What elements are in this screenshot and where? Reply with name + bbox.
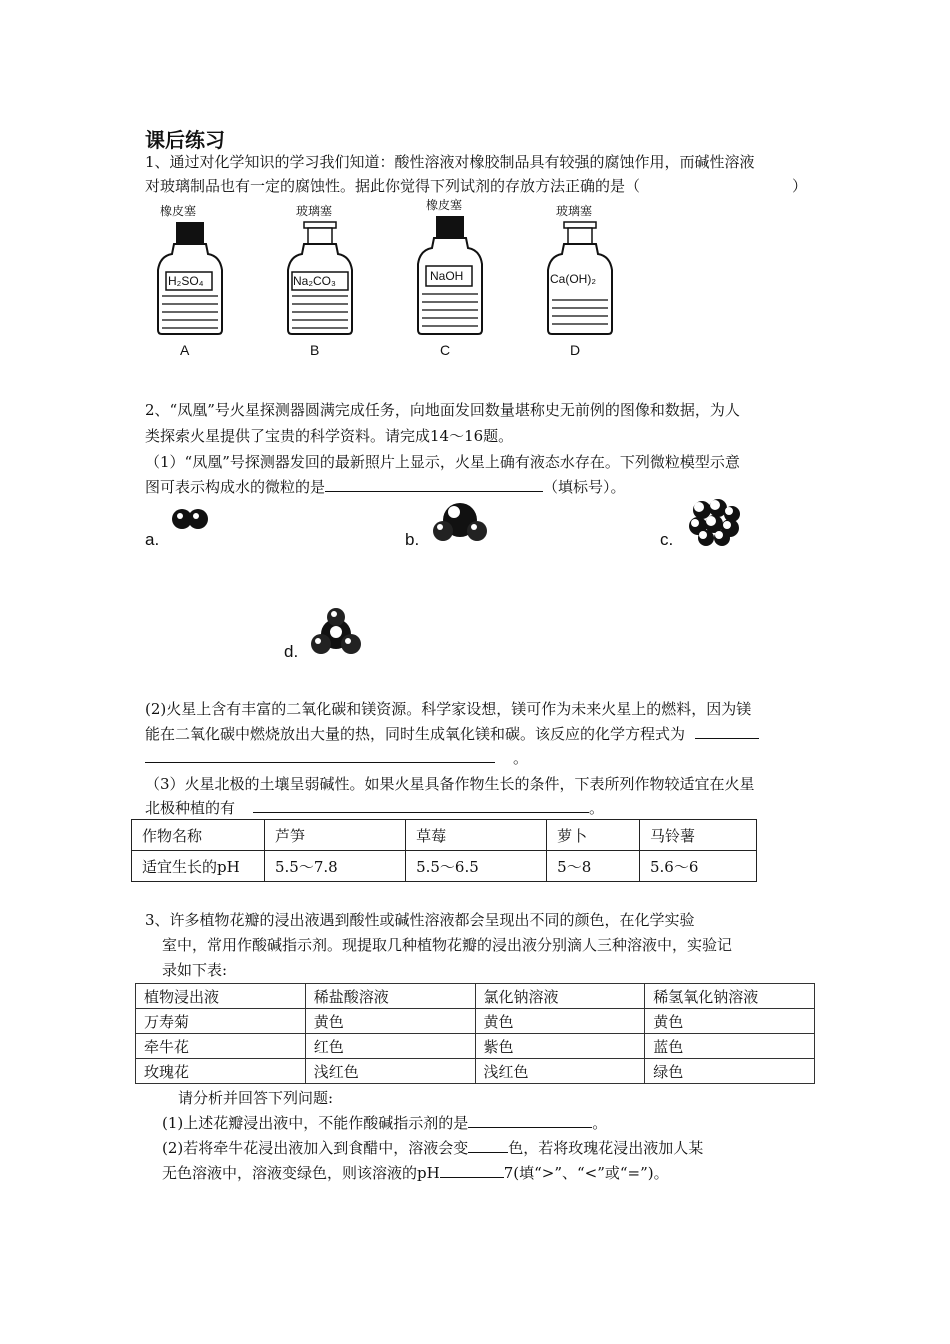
bottles-figure: [140, 200, 620, 365]
answer-blank[interactable]: [440, 1161, 504, 1178]
diatomic-molecule-icon: [170, 506, 212, 532]
bottle-b: [280, 200, 360, 365]
table-cell: 牵牛花: [136, 1034, 306, 1059]
q2-line2: 类探索火星提供了宝贵的科学资料。请完成14～16题。: [145, 427, 514, 445]
table-row: [132, 820, 757, 851]
q2-p1-tail: （填标号）。: [543, 478, 626, 496]
table-cell: 5.5～6.5: [406, 851, 547, 882]
bottle-a: [150, 200, 230, 365]
table-row: [136, 1009, 815, 1034]
q2-p2-line1: (2)火星上含有丰富的二氧化碳和镁资源。科学家设想，镁可作为未来火星上的燃料，因为镁: [145, 700, 752, 718]
bottle-label: Na₂CO₃: [293, 274, 336, 288]
q3-a1-end: 。: [592, 1114, 608, 1132]
table-cell: 马铃薯: [640, 820, 757, 851]
q2-line1: 2、“凤凰”号火星探测器圆满完成任务，向地面发回数量堪称史无前例的图像和数据，为人: [145, 401, 740, 419]
q3-answer2-line1: [162, 1136, 703, 1160]
option-letter: C: [440, 342, 451, 358]
table-cell: 黄色: [305, 1009, 475, 1034]
stopper-label: 玻璃塞: [296, 204, 333, 218]
table-header-cell: 氯化钠溶液: [475, 984, 645, 1009]
q3-a2-text-a: (2)若将牵牛花浸出液加入到食醋中，溶液会变: [162, 1139, 469, 1157]
q3-a2-text-c: 无色溶液中，溶液变绿色，则该溶液的pH: [162, 1164, 440, 1182]
q3-a2-text-d: 7(填“>”、“<”或“=”)。: [503, 1164, 669, 1182]
answer-blank[interactable]: [325, 475, 543, 492]
q3-line3: 录如下表:: [162, 961, 228, 979]
table-cell: 草莓: [406, 820, 547, 851]
table-row: [136, 1034, 815, 1059]
answer-blank[interactable]: [695, 722, 759, 739]
ammonia-molecule-icon: [310, 606, 362, 658]
answer-blank[interactable]: [468, 1111, 592, 1128]
table-row: [136, 1059, 815, 1084]
q2-p1-text: 图可表示构成水的微粒的是: [145, 478, 326, 496]
option-d-label: d.: [284, 642, 299, 661]
table-cell: 黄色: [475, 1009, 645, 1034]
q3-prompt: 请分析并回答下列问题:: [178, 1089, 334, 1107]
q1-paren-close: ）: [792, 177, 808, 195]
q2-p2-text: 能在二氧化碳中燃烧放出大量的热，同时生成氧化镁和碳。该反应的化学方程式为: [145, 725, 686, 743]
table-header-cell: 植物浸出液: [136, 984, 306, 1009]
table-header-row: [136, 984, 815, 1009]
q3-answer2-line2: [162, 1161, 669, 1185]
stopper-label: 橡皮塞: [426, 198, 463, 212]
q3-line1: 3、许多植物花瓣的浸出液遇到酸性或碱性溶液都会呈现出不同的颜色，在化学实验: [145, 911, 695, 929]
table-cell: 芦笋: [265, 820, 406, 851]
table-cell: 绿色: [645, 1059, 815, 1084]
bottle-d: [540, 200, 620, 365]
q3-line2: 室中，常用作酸碱指示剂。现提取几种植物花瓣的浸出液分别滴人三种溶液中，实验记: [162, 936, 733, 954]
ph-table: [131, 819, 757, 882]
table-header-cell: 稀盐酸溶液: [305, 984, 475, 1009]
water-molecule-icon: [432, 498, 488, 544]
table-cell: 作物名称: [132, 820, 265, 851]
option-letter: A: [180, 342, 190, 358]
option-a-label: a.: [145, 530, 160, 549]
option-letter: B: [310, 342, 320, 358]
q2-p2-end: 。: [513, 749, 529, 767]
option-b-label: b.: [405, 530, 420, 549]
q1-line1: 1、通过对化学知识的学习我们知道：酸性溶液对橡胶制品具有较强的腐蚀作用，而碱性溶液: [145, 153, 755, 171]
q2-p2-line3: [145, 746, 528, 770]
table-cell: 适宜生长的pH: [132, 851, 265, 882]
table-header-cell: 稀氢氧化钠溶液: [645, 984, 815, 1009]
answer-blank[interactable]: [145, 746, 495, 763]
q2-p2-line2: [145, 722, 759, 746]
q2-p3-text: 北极种植的有: [145, 799, 236, 817]
stopper-label: 橡皮塞: [160, 204, 197, 218]
table-cell: 蓝色: [645, 1034, 815, 1059]
table-row: [132, 851, 757, 882]
q3-answer1: [162, 1111, 607, 1135]
answer-blank[interactable]: [468, 1136, 508, 1153]
indicator-table: [135, 983, 815, 1084]
table-cell: 5.5～7.8: [265, 851, 406, 882]
table-cell: 5～8: [547, 851, 640, 882]
table-cell: 浅红色: [475, 1059, 645, 1084]
q3-a2-text-b: 色，若将玫瑰花浸出液加人某: [508, 1139, 704, 1157]
q2-p3-line1: （3）火星北极的土壤呈弱碱性。如果火星具备作物生长的条件，下表所列作物较适宜在火星: [145, 775, 755, 793]
bottle-label: H₂SO₄: [168, 274, 204, 288]
page-title: 课后练习: [145, 128, 225, 152]
table-cell: 万寿菊: [136, 1009, 306, 1034]
bottle-label: Ca(OH)₂: [550, 272, 596, 286]
answer-blank[interactable]: [253, 796, 589, 813]
bottle-c: [410, 194, 490, 365]
stopper-label: 玻璃塞: [556, 204, 593, 218]
q1-line2: 对玻璃制品也有一定的腐蚀性。据此你觉得下列试剂的存放方法正确的是（: [145, 177, 641, 195]
table-cell: 浅红色: [305, 1059, 475, 1084]
q2-p3-line2: [145, 796, 604, 820]
bottle-label: NaOH: [430, 269, 464, 283]
table-cell: 玫瑰花: [136, 1059, 306, 1084]
q2-p1-line2: [145, 475, 626, 499]
q2-p3-end: 。: [589, 799, 605, 817]
option-letter: D: [570, 342, 581, 358]
q2-p1-line1: （1）“凤凰”号探测器发回的最新照片上显示，火星上确有液态水存在。下列微粒模型示意: [145, 453, 740, 471]
table-cell: 萝卜: [547, 820, 640, 851]
atom-cluster-icon: [688, 498, 742, 548]
table-cell: 紫色: [475, 1034, 645, 1059]
table-cell: 黄色: [645, 1009, 815, 1034]
table-cell: 5.6～6: [640, 851, 757, 882]
option-c-label: c.: [660, 530, 674, 549]
q3-a1-text: (1)上述花瓣浸出液中，不能作酸碱指示剂的是: [162, 1114, 469, 1132]
table-cell: 红色: [305, 1034, 475, 1059]
